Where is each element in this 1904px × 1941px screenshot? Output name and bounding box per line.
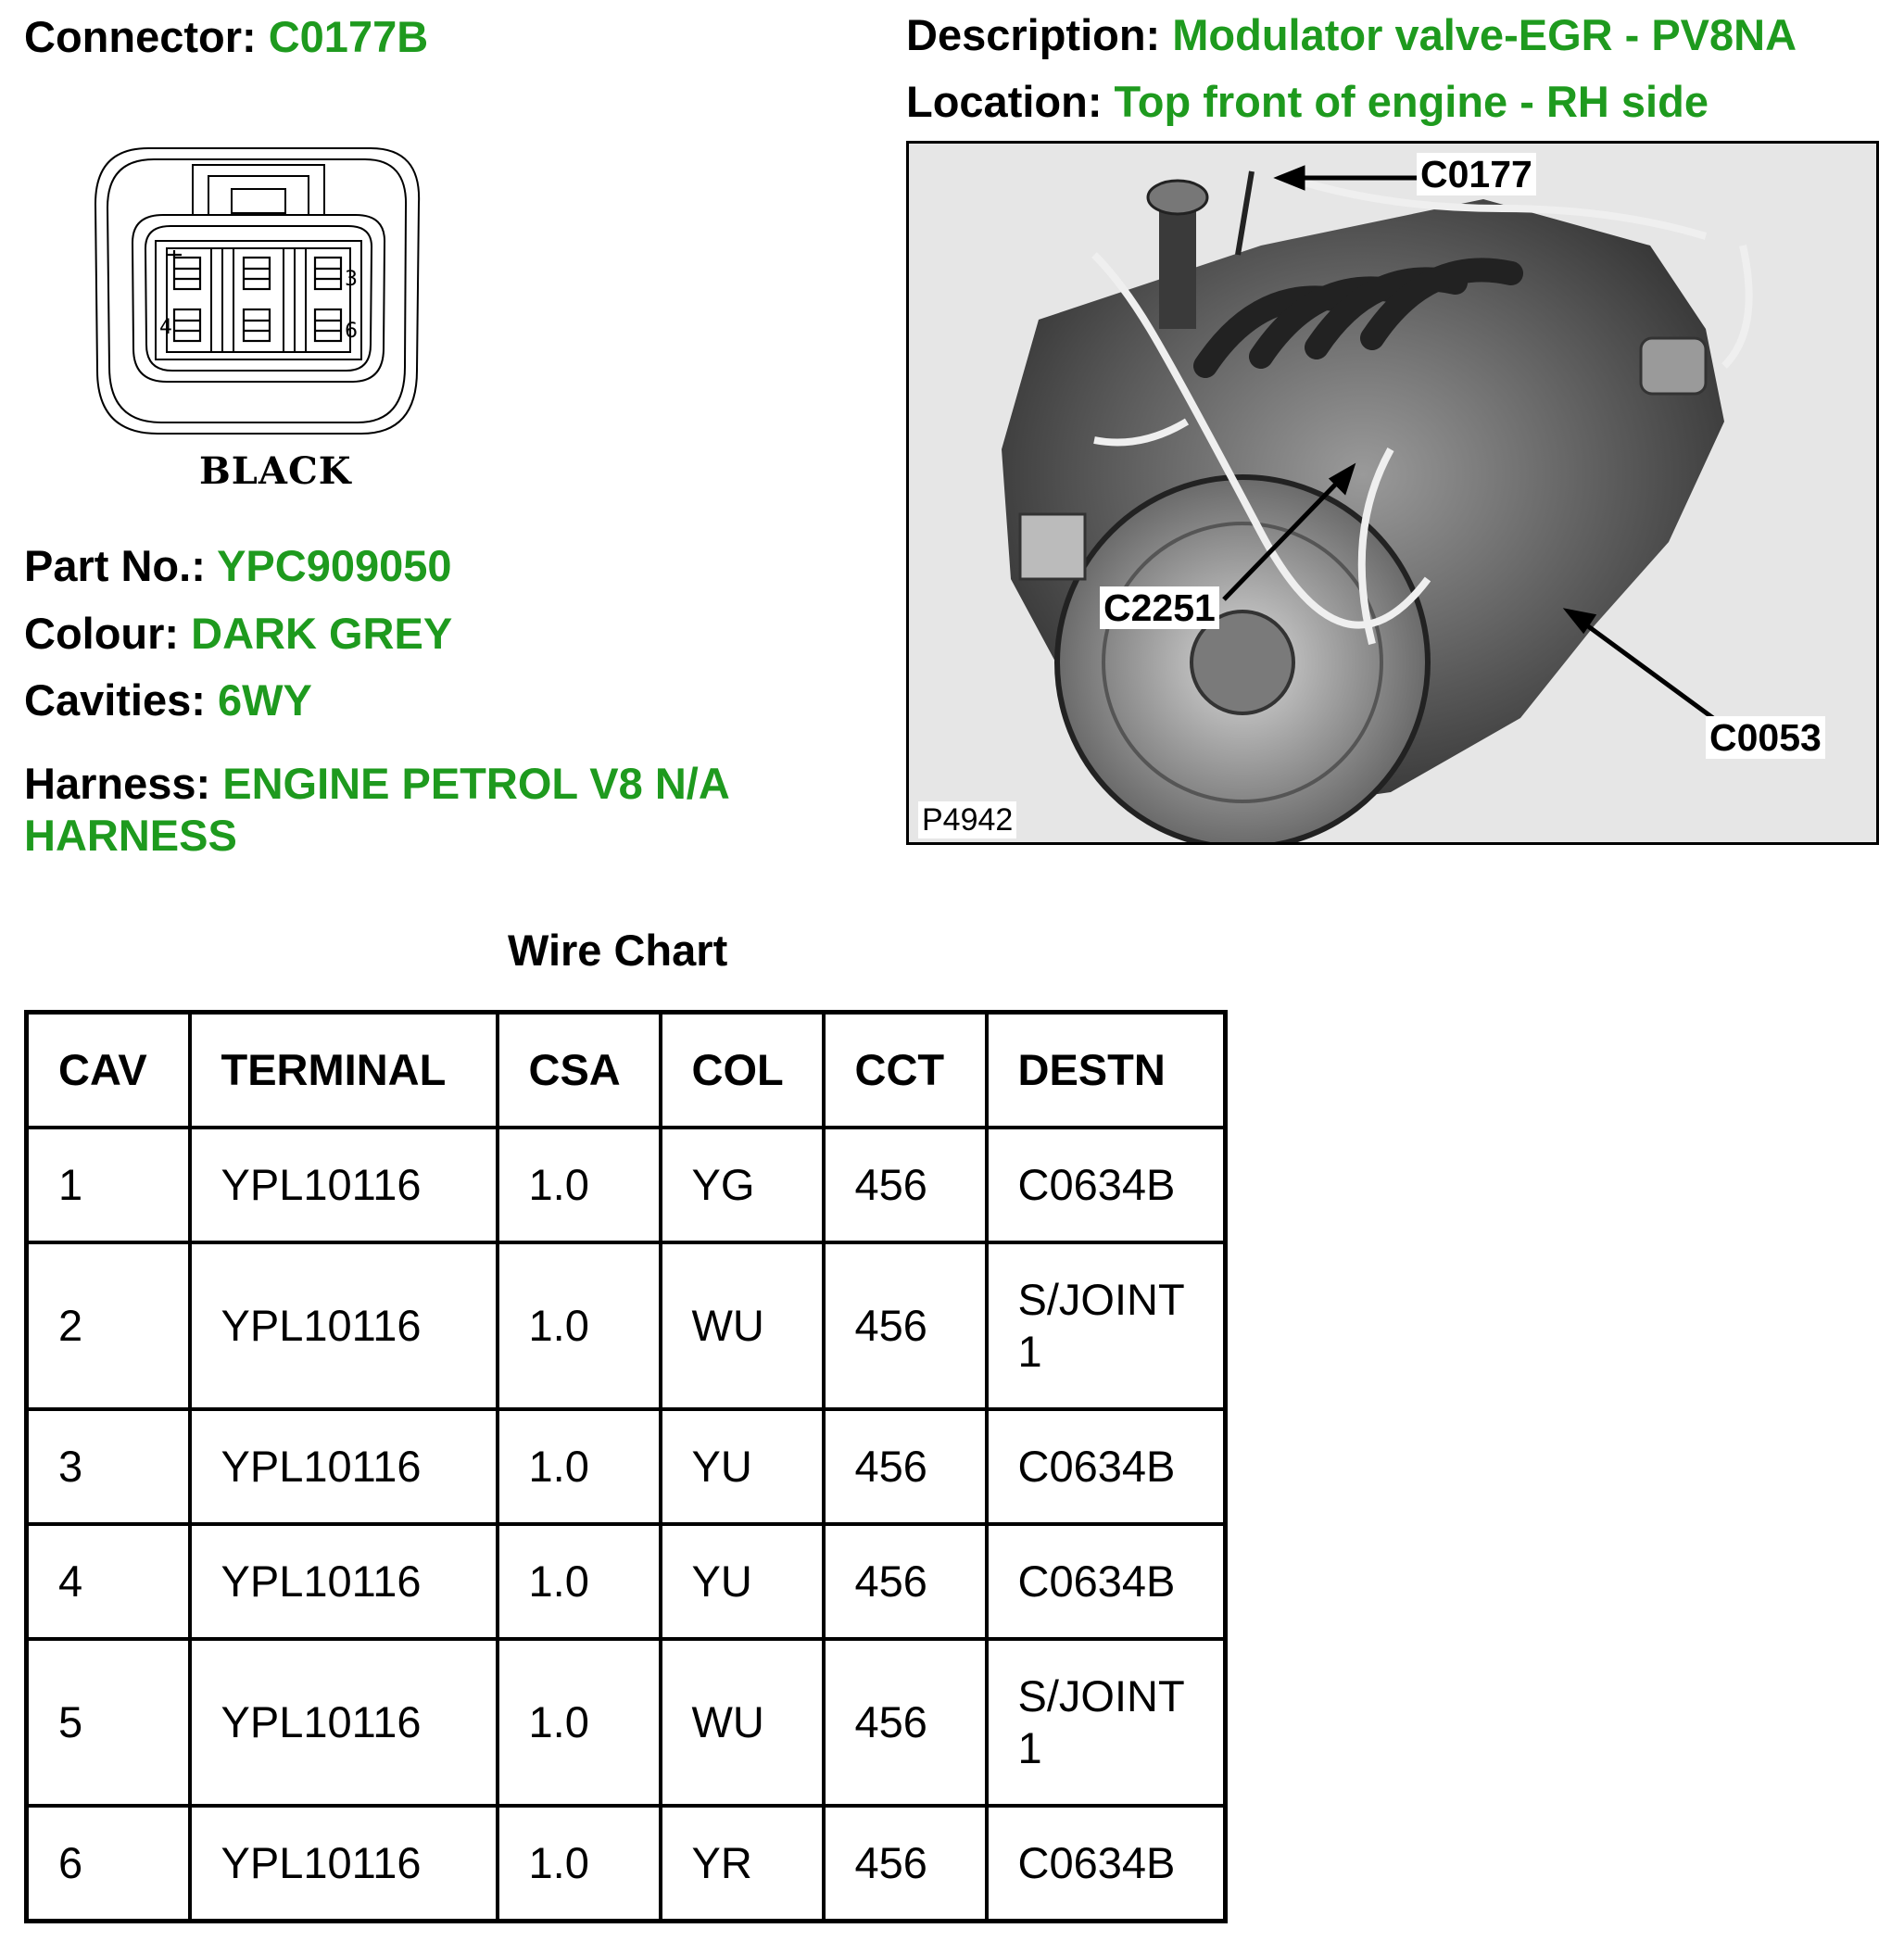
cell-csa: 1.0 — [498, 1242, 661, 1409]
cell-destn: S/JOINT 1 — [987, 1242, 1226, 1409]
connector-field — [24, 11, 428, 63]
cell-cct: 456 — [824, 1639, 987, 1806]
table-row — [27, 1639, 1226, 1806]
cell-cav: 2 — [27, 1242, 190, 1409]
table-row — [27, 1806, 1226, 1922]
cell-cav: 3 — [27, 1409, 190, 1524]
callout-c0053: C0053 — [1706, 716, 1825, 759]
location-label: Location: — [906, 77, 1103, 126]
cell-col: YG — [661, 1128, 824, 1242]
pin-label-6: 6 — [345, 320, 358, 343]
photo-reference: P4942 — [918, 801, 1016, 838]
cell-terminal: YPL10116 — [190, 1524, 498, 1639]
pin-cavities — [167, 250, 341, 341]
cell-csa: 1.0 — [498, 1806, 661, 1922]
header-cct: CCT — [824, 1013, 987, 1128]
cell-destn: C0634B — [987, 1524, 1226, 1639]
cell-cct: 456 — [824, 1806, 987, 1922]
cell-terminal: YPL10116 — [190, 1409, 498, 1524]
cell-terminal: YPL10116 — [190, 1128, 498, 1242]
pin-label-3: 3 — [345, 268, 358, 291]
description-field — [906, 9, 1797, 61]
cell-col: YU — [661, 1524, 824, 1639]
cell-cct: 456 — [824, 1128, 987, 1242]
connector-label: Connector: — [24, 12, 257, 61]
location-field — [906, 76, 1709, 128]
cell-csa: 1.0 — [498, 1639, 661, 1806]
cell-col: YU — [661, 1409, 824, 1524]
callout-c0177: C0177 — [1417, 153, 1536, 195]
header-terminal: TERMINAL — [190, 1013, 498, 1128]
cell-terminal: YPL10116 — [190, 1242, 498, 1409]
cell-csa: 1.0 — [498, 1409, 661, 1524]
part-no-label: Part No.: — [24, 541, 206, 590]
table-header-row — [27, 1013, 1226, 1128]
cell-terminal: YPL10116 — [190, 1639, 498, 1806]
cell-cav: 1 — [27, 1128, 190, 1242]
harness-field — [24, 758, 730, 862]
table-row — [27, 1128, 1226, 1242]
connector-face-diagram — [93, 139, 426, 435]
pin-label-4: 4 — [159, 316, 172, 339]
colour-field — [24, 608, 452, 660]
header-cav: CAV — [27, 1013, 190, 1128]
part-no-value: YPC909050 — [217, 541, 452, 590]
location-value: Top front of engine - RH side — [1114, 77, 1709, 126]
cavities-field — [24, 674, 312, 726]
table-row — [27, 1242, 1226, 1409]
cell-destn: S/JOINT 1 — [987, 1639, 1226, 1806]
cell-cav: 6 — [27, 1806, 190, 1922]
cell-col: WU — [661, 1639, 824, 1806]
cell-csa: 1.0 — [498, 1128, 661, 1242]
cell-destn: C0634B — [987, 1128, 1226, 1242]
cell-destn: C0634B — [987, 1806, 1226, 1922]
table-row — [27, 1524, 1226, 1639]
engine-location-photo — [906, 141, 1879, 845]
connector-cavity-color: BLACK — [199, 449, 352, 493]
table-row — [27, 1409, 1226, 1524]
cell-csa: 1.0 — [498, 1524, 661, 1639]
cavities-value: 6WY — [217, 675, 312, 725]
colour-value: DARK GREY — [191, 609, 453, 658]
harness-value-line1: ENGINE PETROL V8 N/A — [222, 759, 730, 808]
cell-cav: 5 — [27, 1639, 190, 1806]
callout-c2251: C2251 — [1100, 586, 1219, 629]
wire-chart-table — [24, 1010, 1228, 1923]
harness-value-line2: HARNESS — [24, 811, 237, 860]
cell-destn: C0634B — [987, 1409, 1226, 1524]
description-value: Modulator valve-EGR - PV8NA — [1172, 10, 1797, 59]
header-col: COL — [661, 1013, 824, 1128]
cell-cct: 456 — [824, 1242, 987, 1409]
cell-cav: 4 — [27, 1524, 190, 1639]
cell-col: WU — [661, 1242, 824, 1409]
description-label: Description: — [906, 10, 1161, 59]
wire-chart-title: Wire Chart — [508, 926, 728, 975]
header-destn: DESTN — [987, 1013, 1226, 1128]
colour-label: Colour: — [24, 609, 180, 658]
cavities-label: Cavities: — [24, 675, 206, 725]
cell-col: YR — [661, 1806, 824, 1922]
header-csa: CSA — [498, 1013, 661, 1128]
cell-cct: 456 — [824, 1409, 987, 1524]
part-no-field — [24, 540, 452, 592]
harness-label: Harness: — [24, 759, 211, 808]
connector-value: C0177B — [268, 12, 429, 61]
cell-terminal: YPL10116 — [190, 1806, 498, 1922]
cell-cct: 456 — [824, 1524, 987, 1639]
